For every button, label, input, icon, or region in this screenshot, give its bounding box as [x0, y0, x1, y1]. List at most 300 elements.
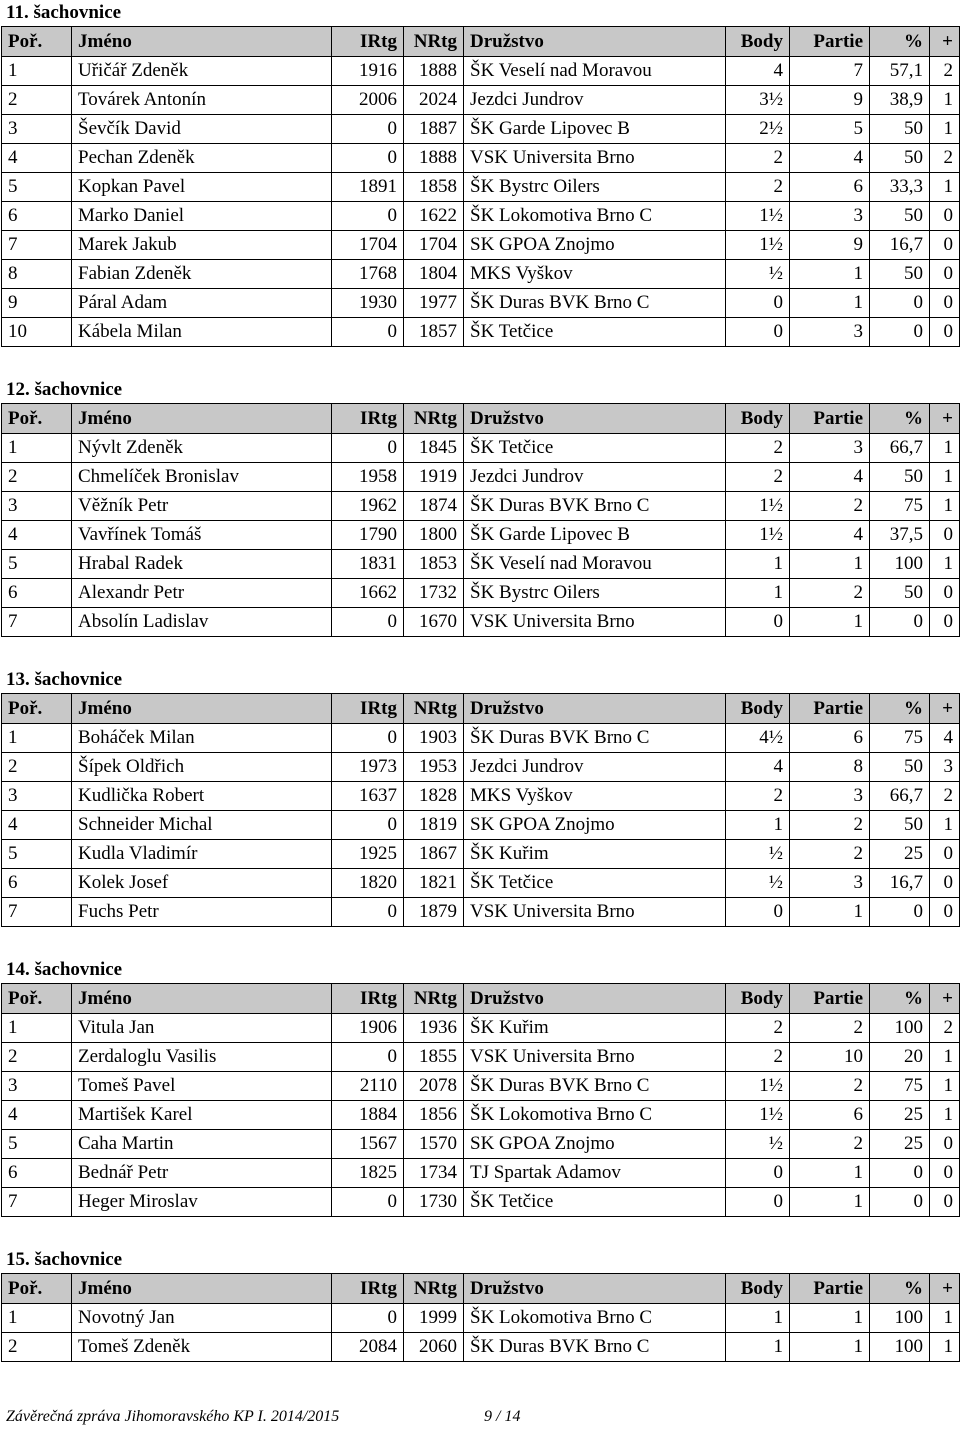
col-games-cell: 1 — [790, 550, 870, 579]
table-row — [2, 579, 960, 608]
col-name-cell: Novotný Jan — [72, 1304, 332, 1333]
col-games-header: Partie — [790, 27, 870, 57]
col-team-cell: VSK Universita Brno — [464, 608, 726, 637]
board-results-table — [1, 983, 960, 1217]
col-games-cell: 2 — [790, 1072, 870, 1101]
col-nrtg-cell: 1670 — [404, 608, 464, 637]
col-points-cell: 1 — [726, 1333, 790, 1362]
col-team-cell: MKS Vyškov — [464, 782, 726, 811]
col-team-header: Družstvo — [464, 404, 726, 434]
col-percent-cell: 25 — [870, 1130, 930, 1159]
page-footer — [6, 1408, 521, 1426]
col-name-cell: Kolek Josef — [72, 869, 332, 898]
col-percent-cell: 50 — [870, 811, 930, 840]
col-nrtg-header: NRtg — [404, 404, 464, 434]
col-games-cell: 2 — [790, 579, 870, 608]
col-plus-cell: 2 — [930, 144, 960, 173]
col-team-cell: TJ Spartak Adamov — [464, 1159, 726, 1188]
col-rank-cell: 5 — [2, 173, 72, 202]
col-percent-cell: 100 — [870, 1304, 930, 1333]
col-name-cell: Martišek Karel — [72, 1101, 332, 1130]
col-irtg-cell: 1567 — [332, 1130, 404, 1159]
col-team-cell: MKS Vyškov — [464, 260, 726, 289]
col-percent-cell: 100 — [870, 550, 930, 579]
col-team-cell: ŠK Veselí nad Moravou — [464, 550, 726, 579]
col-nrtg-header: NRtg — [404, 27, 464, 57]
col-name-header: Jméno — [72, 1274, 332, 1304]
col-plus-cell: 1 — [930, 1333, 960, 1362]
col-irtg-cell: 1930 — [332, 289, 404, 318]
table-row — [2, 173, 960, 202]
table-row — [2, 1188, 960, 1217]
col-irtg-cell: 1637 — [332, 782, 404, 811]
col-irtg-cell: 1704 — [332, 231, 404, 260]
col-plus-cell: 0 — [930, 231, 960, 260]
col-points-cell: ½ — [726, 1130, 790, 1159]
col-points-cell: 1½ — [726, 202, 790, 231]
col-points-cell: 0 — [726, 898, 790, 927]
table-row — [2, 57, 960, 86]
col-irtg-cell: 0 — [332, 1304, 404, 1333]
col-irtg-cell: 1958 — [332, 463, 404, 492]
col-name-cell: Nývlt Zdeněk — [72, 434, 332, 463]
col-irtg-cell: 1831 — [332, 550, 404, 579]
col-games-cell: 3 — [790, 782, 870, 811]
col-nrtg-cell: 1879 — [404, 898, 464, 927]
col-plus-cell: 0 — [930, 1188, 960, 1217]
col-points-header: Body — [726, 694, 790, 724]
col-nrtg-header: NRtg — [404, 694, 464, 724]
col-rank-cell: 3 — [2, 492, 72, 521]
col-plus-cell: 0 — [930, 260, 960, 289]
col-rank-cell: 1 — [2, 57, 72, 86]
col-team-cell: ŠK Lokomotiva Brno C — [464, 202, 726, 231]
col-name-cell: Tomeš Pavel — [72, 1072, 332, 1101]
table-row — [2, 260, 960, 289]
col-points-cell: 2 — [726, 173, 790, 202]
col-name-cell: Bednář Petr — [72, 1159, 332, 1188]
col-rank-cell: 4 — [2, 521, 72, 550]
col-percent-cell: 0 — [870, 318, 930, 347]
col-rank-cell: 5 — [2, 550, 72, 579]
table-row — [2, 550, 960, 579]
col-points-cell: 1½ — [726, 1101, 790, 1130]
col-irtg-cell: 0 — [332, 811, 404, 840]
col-points-cell: 4 — [726, 57, 790, 86]
col-rank-header: Poř. — [2, 404, 72, 434]
col-irtg-cell: 2006 — [332, 86, 404, 115]
table-row — [2, 811, 960, 840]
col-percent-cell: 50 — [870, 202, 930, 231]
col-rank-cell: 6 — [2, 579, 72, 608]
col-rank-cell: 1 — [2, 434, 72, 463]
col-irtg-cell: 0 — [332, 608, 404, 637]
col-nrtg-cell: 2060 — [404, 1333, 464, 1362]
col-rank-header: Poř. — [2, 1274, 72, 1304]
col-irtg-header: IRtg — [332, 404, 404, 434]
col-team-cell: ŠK Duras BVK Brno C — [464, 1333, 726, 1362]
col-nrtg-header: NRtg — [404, 1274, 464, 1304]
col-name-cell: Vitula Jan — [72, 1014, 332, 1043]
col-name-cell: Schneider Michal — [72, 811, 332, 840]
col-games-cell: 1 — [790, 1159, 870, 1188]
table-header-row — [2, 1274, 960, 1304]
col-nrtg-cell: 1874 — [404, 492, 464, 521]
col-nrtg-cell: 1800 — [404, 521, 464, 550]
table-row — [2, 1043, 960, 1072]
col-points-cell: ½ — [726, 869, 790, 898]
col-irtg-cell: 0 — [332, 1188, 404, 1217]
col-percent-cell: 100 — [870, 1014, 930, 1043]
col-irtg-cell: 1768 — [332, 260, 404, 289]
col-plus-cell: 1 — [930, 463, 960, 492]
table-row — [2, 144, 960, 173]
col-points-header: Body — [726, 1274, 790, 1304]
col-rank-header: Poř. — [2, 694, 72, 724]
col-percent-cell: 100 — [870, 1333, 930, 1362]
col-irtg-header: IRtg — [332, 27, 404, 57]
col-irtg-cell: 1820 — [332, 869, 404, 898]
col-rank-cell: 9 — [2, 289, 72, 318]
col-name-cell: Fabian Zdeněk — [72, 260, 332, 289]
col-name-cell: Kudlička Robert — [72, 782, 332, 811]
col-name-cell: Ševčík David — [72, 115, 332, 144]
col-rank-cell: 8 — [2, 260, 72, 289]
col-rank-cell: 6 — [2, 869, 72, 898]
col-nrtg-header: NRtg — [404, 984, 464, 1014]
col-percent-header: % — [870, 694, 930, 724]
col-rank-cell: 2 — [2, 86, 72, 115]
col-nrtg-cell: 1828 — [404, 782, 464, 811]
col-team-cell: ŠK Bystrc Oilers — [464, 579, 726, 608]
col-games-cell: 3 — [790, 434, 870, 463]
col-points-cell: 2 — [726, 782, 790, 811]
col-plus-cell: 0 — [930, 318, 960, 347]
col-percent-cell: 0 — [870, 1159, 930, 1188]
col-points-cell: 0 — [726, 1188, 790, 1217]
col-percent-cell: 0 — [870, 898, 930, 927]
col-team-cell: Jezdci Jundrov — [464, 753, 726, 782]
col-nrtg-cell: 1919 — [404, 463, 464, 492]
col-irtg-cell: 1825 — [332, 1159, 404, 1188]
col-irtg-cell: 0 — [332, 202, 404, 231]
col-percent-cell: 16,7 — [870, 869, 930, 898]
col-points-cell: 1½ — [726, 1072, 790, 1101]
col-team-cell: ŠK Tetčice — [464, 434, 726, 463]
col-nrtg-cell: 1819 — [404, 811, 464, 840]
table-row — [2, 492, 960, 521]
col-points-cell: 1½ — [726, 521, 790, 550]
col-games-cell: 2 — [790, 1014, 870, 1043]
col-name-cell: Fuchs Petr — [72, 898, 332, 927]
col-name-cell: Chmelíček Bronislav — [72, 463, 332, 492]
col-rank-cell: 6 — [2, 1159, 72, 1188]
table-row — [2, 434, 960, 463]
col-rank-cell: 1 — [2, 724, 72, 753]
col-games-cell: 1 — [790, 1304, 870, 1333]
col-name-header: Jméno — [72, 27, 332, 57]
col-percent-header: % — [870, 27, 930, 57]
col-team-cell: ŠK Tetčice — [464, 318, 726, 347]
col-percent-cell: 66,7 — [870, 434, 930, 463]
table-header-row — [2, 984, 960, 1014]
col-nrtg-cell: 1853 — [404, 550, 464, 579]
table-row — [2, 1101, 960, 1130]
col-irtg-cell: 1891 — [332, 173, 404, 202]
col-percent-cell: 0 — [870, 1188, 930, 1217]
col-team-cell: ŠK Duras BVK Brno C — [464, 1072, 726, 1101]
table-row — [2, 724, 960, 753]
col-rank-cell: 2 — [2, 463, 72, 492]
col-games-cell: 1 — [790, 898, 870, 927]
col-name-cell: Věžník Petr — [72, 492, 332, 521]
col-plus-cell: 4 — [930, 724, 960, 753]
col-irtg-header: IRtg — [332, 984, 404, 1014]
col-nrtg-cell: 1953 — [404, 753, 464, 782]
col-games-cell: 1 — [790, 289, 870, 318]
col-nrtg-cell: 1704 — [404, 231, 464, 260]
col-games-header: Partie — [790, 694, 870, 724]
col-plus-cell: 2 — [930, 782, 960, 811]
col-team-cell: SK GPOA Znojmo — [464, 231, 726, 260]
col-percent-cell: 37,5 — [870, 521, 930, 550]
col-team-header: Družstvo — [464, 694, 726, 724]
col-name-cell: Alexandr Petr — [72, 579, 332, 608]
col-irtg-header: IRtg — [332, 694, 404, 724]
col-team-cell: SK GPOA Znojmo — [464, 811, 726, 840]
table-row — [2, 898, 960, 927]
col-nrtg-cell: 2024 — [404, 86, 464, 115]
col-percent-cell: 50 — [870, 144, 930, 173]
col-nrtg-cell: 1856 — [404, 1101, 464, 1130]
table-row — [2, 782, 960, 811]
col-name-cell: Boháček Milan — [72, 724, 332, 753]
col-irtg-cell: 2110 — [332, 1072, 404, 1101]
col-name-cell: Pechan Zdeněk — [72, 144, 332, 173]
board-results-table — [1, 1273, 960, 1362]
col-nrtg-cell: 1804 — [404, 260, 464, 289]
table-row — [2, 1159, 960, 1188]
col-percent-cell: 0 — [870, 608, 930, 637]
col-percent-cell: 50 — [870, 579, 930, 608]
col-name-cell: Zerdaloglu Vasilis — [72, 1043, 332, 1072]
col-games-cell: 7 — [790, 57, 870, 86]
col-percent-header: % — [870, 984, 930, 1014]
col-name-cell: Páral Adam — [72, 289, 332, 318]
col-irtg-cell: 1884 — [332, 1101, 404, 1130]
table-row — [2, 231, 960, 260]
table-row — [2, 289, 960, 318]
col-percent-cell: 50 — [870, 753, 930, 782]
col-plus-cell: 1 — [930, 1043, 960, 1072]
col-points-header: Body — [726, 27, 790, 57]
col-points-cell: 1 — [726, 550, 790, 579]
col-plus-cell: 1 — [930, 811, 960, 840]
table-row — [2, 840, 960, 869]
col-points-cell: 4 — [726, 753, 790, 782]
col-plus-cell: 0 — [930, 1159, 960, 1188]
col-rank-cell: 2 — [2, 1043, 72, 1072]
col-percent-cell: 20 — [870, 1043, 930, 1072]
col-rank-cell: 5 — [2, 840, 72, 869]
col-nrtg-cell: 1977 — [404, 289, 464, 318]
col-games-cell: 3 — [790, 869, 870, 898]
col-nrtg-cell: 1857 — [404, 318, 464, 347]
col-team-cell: ŠK Duras BVK Brno C — [464, 492, 726, 521]
col-rank-cell: 7 — [2, 608, 72, 637]
col-rank-cell: 3 — [2, 115, 72, 144]
col-rank-cell: 4 — [2, 144, 72, 173]
col-points-cell: 2 — [726, 144, 790, 173]
col-games-cell: 4 — [790, 144, 870, 173]
col-games-cell: 2 — [790, 1130, 870, 1159]
col-team-cell: ŠK Lokomotiva Brno C — [464, 1101, 726, 1130]
col-rank-cell: 10 — [2, 318, 72, 347]
col-games-cell: 1 — [790, 1188, 870, 1217]
col-games-header: Partie — [790, 404, 870, 434]
col-rank-cell: 6 — [2, 202, 72, 231]
col-plus-cell: 2 — [930, 57, 960, 86]
col-name-cell: Uřičář Zdeněk — [72, 57, 332, 86]
col-games-cell: 2 — [790, 811, 870, 840]
col-team-cell: ŠK Garde Lipovec B — [464, 521, 726, 550]
table-row — [2, 608, 960, 637]
table-row — [2, 1014, 960, 1043]
col-points-cell: 1 — [726, 579, 790, 608]
col-irtg-cell: 1790 — [332, 521, 404, 550]
col-irtg-cell: 0 — [332, 724, 404, 753]
col-team-cell: Jezdci Jundrov — [464, 86, 726, 115]
table-header-row — [2, 694, 960, 724]
col-name-cell: Caha Martin — [72, 1130, 332, 1159]
col-nrtg-cell: 1887 — [404, 115, 464, 144]
col-points-cell: 1½ — [726, 231, 790, 260]
col-percent-cell: 75 — [870, 724, 930, 753]
col-games-cell: 6 — [790, 1101, 870, 1130]
table-header-row — [2, 27, 960, 57]
col-percent-cell: 75 — [870, 1072, 930, 1101]
col-games-cell: 1 — [790, 260, 870, 289]
col-team-cell: VSK Universita Brno — [464, 898, 726, 927]
col-rank-cell: 3 — [2, 782, 72, 811]
col-points-cell: 0 — [726, 289, 790, 318]
table-row — [2, 318, 960, 347]
col-points-cell: 0 — [726, 608, 790, 637]
col-irtg-cell: 1906 — [332, 1014, 404, 1043]
col-percent-cell: 57,1 — [870, 57, 930, 86]
board-results-table — [1, 26, 960, 347]
col-nrtg-cell: 1730 — [404, 1188, 464, 1217]
col-percent-cell: 75 — [870, 492, 930, 521]
col-name-cell: Šípek Oldřich — [72, 753, 332, 782]
col-team-cell: ŠK Duras BVK Brno C — [464, 724, 726, 753]
col-team-cell: ŠK Lokomotiva Brno C — [464, 1304, 726, 1333]
table-row — [2, 1130, 960, 1159]
col-nrtg-cell: 2078 — [404, 1072, 464, 1101]
col-nrtg-cell: 1845 — [404, 434, 464, 463]
board-section-title: 14. šachovnice — [6, 959, 123, 980]
col-games-cell: 1 — [790, 608, 870, 637]
col-points-cell: 1 — [726, 1304, 790, 1333]
col-plus-cell: 1 — [930, 434, 960, 463]
col-plus-cell: 3 — [930, 753, 960, 782]
col-nrtg-cell: 1732 — [404, 579, 464, 608]
col-irtg-cell: 0 — [332, 318, 404, 347]
col-points-header: Body — [726, 404, 790, 434]
col-team-cell: ŠK Garde Lipovec B — [464, 115, 726, 144]
col-name-cell: Hrabal Radek — [72, 550, 332, 579]
col-games-cell: 10 — [790, 1043, 870, 1072]
col-points-cell: 3½ — [726, 86, 790, 115]
table-row — [2, 202, 960, 231]
col-plus-cell: 2 — [930, 1014, 960, 1043]
col-plus-cell: 1 — [930, 115, 960, 144]
col-irtg-cell: 1662 — [332, 579, 404, 608]
col-rank-header: Poř. — [2, 27, 72, 57]
col-percent-header: % — [870, 404, 930, 434]
col-plus-cell: 0 — [930, 1130, 960, 1159]
col-percent-cell: 50 — [870, 115, 930, 144]
col-games-cell: 2 — [790, 492, 870, 521]
col-games-cell: 1 — [790, 1333, 870, 1362]
col-plus-header: + — [930, 27, 960, 57]
col-games-cell: 3 — [790, 318, 870, 347]
col-team-cell: SK GPOA Znojmo — [464, 1130, 726, 1159]
col-team-cell: ŠK Kuřim — [464, 1014, 726, 1043]
col-plus-header: + — [930, 694, 960, 724]
col-rank-cell: 7 — [2, 231, 72, 260]
col-rank-cell: 3 — [2, 1072, 72, 1101]
col-rank-cell: 4 — [2, 1101, 72, 1130]
col-irtg-cell: 1925 — [332, 840, 404, 869]
col-team-cell: ŠK Tetčice — [464, 869, 726, 898]
col-irtg-cell: 0 — [332, 144, 404, 173]
col-plus-header: + — [930, 404, 960, 434]
col-plus-header: + — [930, 1274, 960, 1304]
col-games-cell: 5 — [790, 115, 870, 144]
col-percent-cell: 16,7 — [870, 231, 930, 260]
col-rank-cell: 4 — [2, 811, 72, 840]
col-plus-cell: 1 — [930, 86, 960, 115]
table-row — [2, 115, 960, 144]
col-team-cell: VSK Universita Brno — [464, 144, 726, 173]
col-rank-cell: 1 — [2, 1304, 72, 1333]
footer-document-title: Závěrečná zpráva Jihomoravského KP I. 2014/2015 — [6, 1408, 340, 1425]
col-name-cell: Vavřínek Tomáš — [72, 521, 332, 550]
col-nrtg-cell: 1858 — [404, 173, 464, 202]
col-rank-cell: 7 — [2, 898, 72, 927]
col-name-header: Jméno — [72, 694, 332, 724]
col-percent-cell: 25 — [870, 840, 930, 869]
col-nrtg-cell: 1888 — [404, 144, 464, 173]
col-plus-cell: 1 — [930, 550, 960, 579]
table-row — [2, 463, 960, 492]
col-irtg-cell: 0 — [332, 434, 404, 463]
board-section-title: 13. šachovnice — [6, 669, 123, 690]
col-name-cell: Marek Jakub — [72, 231, 332, 260]
table-row — [2, 753, 960, 782]
col-team-cell: Jezdci Jundrov — [464, 463, 726, 492]
col-rank-cell: 7 — [2, 1188, 72, 1217]
col-nrtg-cell: 1936 — [404, 1014, 464, 1043]
col-plus-cell: 0 — [930, 869, 960, 898]
col-name-cell: Kábela Milan — [72, 318, 332, 347]
col-nrtg-cell: 1855 — [404, 1043, 464, 1072]
col-points-cell: 4½ — [726, 724, 790, 753]
col-team-cell: VSK Universita Brno — [464, 1043, 726, 1072]
col-points-cell: 0 — [726, 318, 790, 347]
col-games-cell: 3 — [790, 202, 870, 231]
